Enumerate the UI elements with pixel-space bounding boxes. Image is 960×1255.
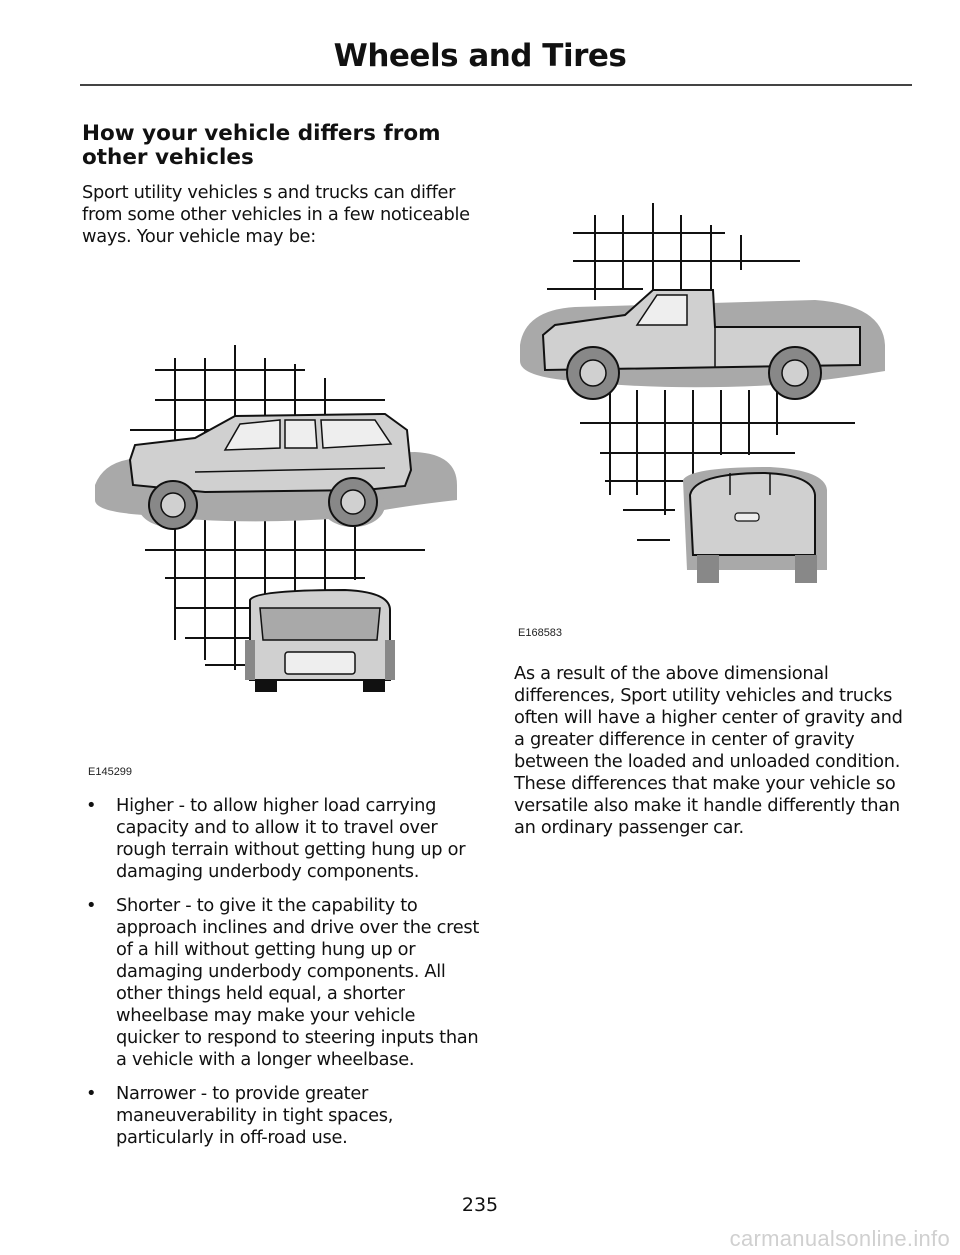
difference-bullet-list bbox=[82, 795, 482, 1161]
list-item bbox=[82, 795, 482, 883]
pickup-truck-dimensions-illustration bbox=[515, 195, 895, 595]
page-header-title: Wheels and Tires bbox=[333, 38, 627, 74]
list-item-text: Higher - to allow higher load carrying capacity and to allow it to travel over rough terrain without getting hung up or damaging underbody components. bbox=[116, 795, 466, 882]
watermark-text: carmanualsonline.info bbox=[729, 1226, 950, 1251]
intro-paragraph: Sport utility vehicles s and trucks can differ from some other vehicles in a few noticeable ways. Your vehicle may be: bbox=[82, 182, 470, 247]
center-of-gravity-paragraph: As a result of the above dimensional differences, Sport utility vehicles and trucks often will have a higher center of gravity and a greater difference in center of gravity between the loaded and unloaded condition. These differences that make your vehicle so versatile also make it handle differently than an ordinary passenger car. bbox=[514, 663, 903, 838]
bullet-marker: • bbox=[86, 1083, 97, 1104]
list-item bbox=[82, 895, 482, 1071]
page-number: 235 bbox=[461, 1194, 499, 1216]
list-item-text: Shorter - to give it the capability to approach inclines and drive over the crest of a hill without getting hung up or damaging underbody components. All other things held equal, a shorter wheelbase may make your vehicle quicker to respond to steering inputs than a vehicle with a longer wheelbase. bbox=[116, 895, 480, 1070]
section-heading: How your vehicle differs from other vehicles bbox=[82, 121, 441, 170]
figure-id-truck: E168583 bbox=[518, 627, 563, 639]
bullet-marker: • bbox=[86, 795, 97, 816]
bullet-marker: • bbox=[86, 895, 97, 916]
suv-dimensions-illustration bbox=[85, 340, 465, 700]
header-divider bbox=[80, 84, 912, 86]
list-item bbox=[82, 1083, 482, 1149]
figure-id-suv: E145299 bbox=[88, 766, 133, 778]
list-item-text: Narrower - to provide greater maneuverability in tight spaces, particularly in off-road use. bbox=[116, 1083, 394, 1148]
